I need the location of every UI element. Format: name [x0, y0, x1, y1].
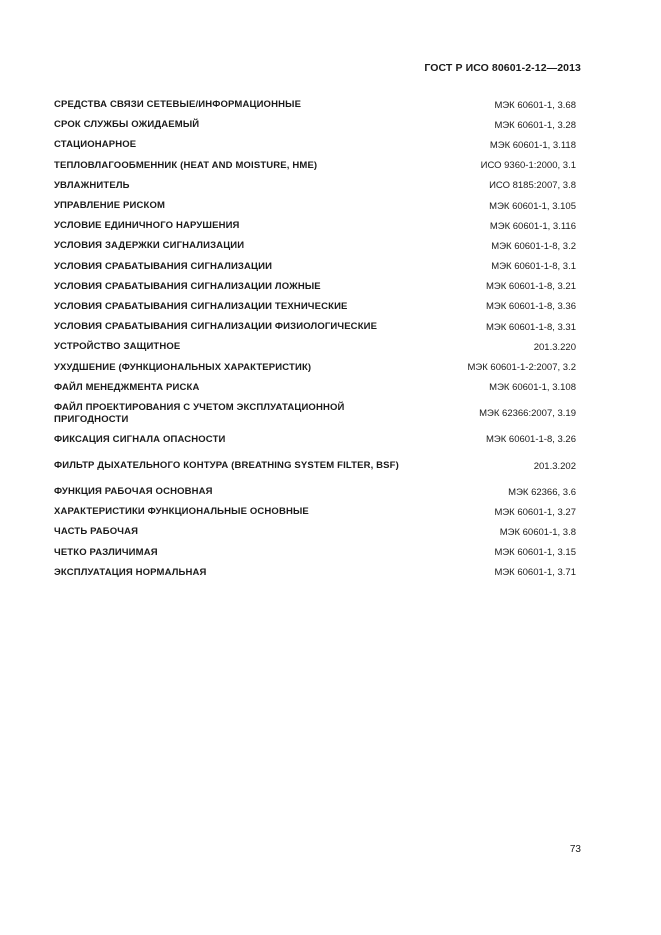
- term-name: ФИКСАЦИЯ СИГНАЛА ОПАСНОСТИ: [54, 433, 226, 445]
- term-row: [54, 337, 576, 357]
- term-row: [54, 95, 576, 115]
- page-number: 73: [569, 844, 581, 855]
- term-row: [54, 115, 576, 135]
- term-row: [54, 502, 576, 522]
- term-reference: МЭК 60601-1, 3.108: [489, 382, 576, 394]
- term-reference: МЭК 62366:2007, 3.19: [479, 408, 576, 420]
- term-name: УСЛОВИЯ СРАБАТЫВАНИЯ СИГНАЛИЗАЦИИ: [54, 260, 273, 272]
- term-name: ТЕПЛОВЛАГООБМЕННИК (HEAT AND MOISTURE, HME): [54, 159, 318, 171]
- term-reference: МЭК 60601-1, 3.8: [499, 526, 576, 538]
- term-row: [54, 135, 576, 155]
- term-row: [54, 156, 576, 176]
- document-header: ГОСТ Р ИСО 80601-2-12—2013: [424, 62, 581, 74]
- term-row: [54, 357, 576, 377]
- term-name: УСЛОВИЯ СРАБАТЫВАНИЯ СИГНАЛИЗАЦИИ ФИЗИОЛОГИЧЕСКИЕ: [54, 321, 378, 333]
- term-row: [54, 176, 576, 196]
- term-name: ФИЛЬТР ДЫХАТЕЛЬНОГО КОНТУРА (BREATHING SYSTEM FILTER, BSF): [54, 460, 399, 471]
- term-reference: 201.3.202: [533, 460, 576, 472]
- term-reference: МЭК 60601-1-8, 3.26: [486, 434, 576, 446]
- term-row: [54, 543, 576, 563]
- term-reference: МЭК 60601-1, 3.15: [494, 547, 576, 559]
- term-row: [54, 216, 576, 236]
- term-reference: МЭК 60601-1-8, 3.2: [491, 240, 576, 252]
- term-name: ФАЙЛ ПРОЕКТИРОВАНИЯ С УЧЕТОМ ЭКСПЛУАТАЦИОННОЙ ПРИГОДНОСТИ: [54, 401, 345, 425]
- term-name: ЭКСПЛУАТАЦИЯ НОРМАЛЬНАЯ: [54, 566, 207, 578]
- term-name: УПРАВЛЕНИЕ РИСКОМ: [54, 200, 166, 212]
- term-name: ФАЙЛ МЕНЕДЖМЕНТА РИСКА: [54, 381, 200, 393]
- term-row: [54, 257, 576, 277]
- term-name: УСЛОВИЯ СРАБАТЫВАНИЯ СИГНАЛИЗАЦИИ ТЕХНИЧЕСКИЕ: [54, 300, 348, 312]
- term-name: ЧАСТЬ РАБОЧАЯ: [54, 526, 139, 538]
- term-reference: МЭК 60601-1, 3.27: [494, 506, 576, 518]
- term-index-list: [54, 95, 576, 583]
- term-name: УСТРОЙСТВО ЗАЩИТНОЕ: [54, 341, 181, 353]
- term-name: УХУДШЕНИЕ (ФУНКЦИОНАЛЬНЫХ ХАРАКТЕРИСТИК): [54, 361, 312, 373]
- term-reference: МЭК 60601-1, 3.68: [494, 99, 576, 111]
- term-row: [54, 450, 576, 482]
- term-row: [54, 430, 576, 450]
- term-reference: МЭК 60601-1-8, 3.1: [491, 261, 576, 273]
- term-reference: МЭК 60601-1-8, 3.21: [486, 281, 576, 293]
- term-row: [54, 398, 576, 430]
- term-name: УСЛОВИЕ ЕДИНИЧНОГО НАРУШЕНИЯ: [54, 220, 240, 232]
- term-reference: МЭК 60601-1-8, 3.36: [486, 301, 576, 313]
- term-row: [54, 277, 576, 297]
- term-name: ХАРАКТЕРИСТИКИ ФУНКЦИОНАЛЬНЫЕ ОСНОВНЫЕ: [54, 506, 309, 518]
- term-row: [54, 563, 576, 583]
- term-reference: 201.3.220: [533, 341, 576, 353]
- term-name: УСЛОВИЯ СРАБАТЫВАНИЯ СИГНАЛИЗАЦИИ ЛОЖНЫЕ: [54, 280, 321, 292]
- term-row: [54, 482, 576, 502]
- term-row: [54, 378, 576, 398]
- term-name: УСЛОВИЯ ЗАДЕРЖКИ СИГНАЛИЗАЦИИ: [54, 240, 245, 252]
- term-name: СТАЦИОНАРНОЕ: [54, 139, 137, 151]
- term-row: [54, 522, 576, 542]
- term-reference: МЭК 60601-1-2:2007, 3.2: [467, 362, 576, 374]
- term-reference: МЭК 60601-1, 3.28: [494, 119, 576, 131]
- term-row: [54, 236, 576, 256]
- term-name: СРОК СЛУЖБЫ ОЖИДАЕМЫЙ: [54, 119, 200, 131]
- term-reference: МЭК 60601-1, 3.71: [494, 567, 576, 579]
- term-name: ЧЕТКО РАЗЛИЧИМАЯ: [54, 546, 158, 558]
- term-reference: ИСО 8185:2007, 3.8: [489, 180, 576, 192]
- term-reference: МЭК 62366, 3.6: [508, 486, 576, 498]
- term-row: [54, 297, 576, 317]
- term-reference: МЭК 60601-1, 3.116: [489, 220, 576, 232]
- term-reference: МЭК 60601-1-8, 3.31: [486, 321, 576, 333]
- term-reference: МЭК 60601-1, 3.118: [489, 139, 576, 151]
- term-reference: МЭК 60601-1, 3.105: [489, 200, 576, 212]
- term-row: [54, 317, 576, 337]
- term-name: ФУНКЦИЯ РАБОЧАЯ ОСНОВНАЯ: [54, 486, 213, 498]
- term-row: [54, 196, 576, 216]
- term-name: СРЕДСТВА СВЯЗИ СЕТЕВЫЕ/ИНФОРМАЦИОННЫЕ: [54, 99, 302, 111]
- term-name: УВЛАЖНИТЕЛЬ: [54, 179, 130, 191]
- term-reference: ИСО 9360-1:2000, 3.1: [480, 160, 576, 172]
